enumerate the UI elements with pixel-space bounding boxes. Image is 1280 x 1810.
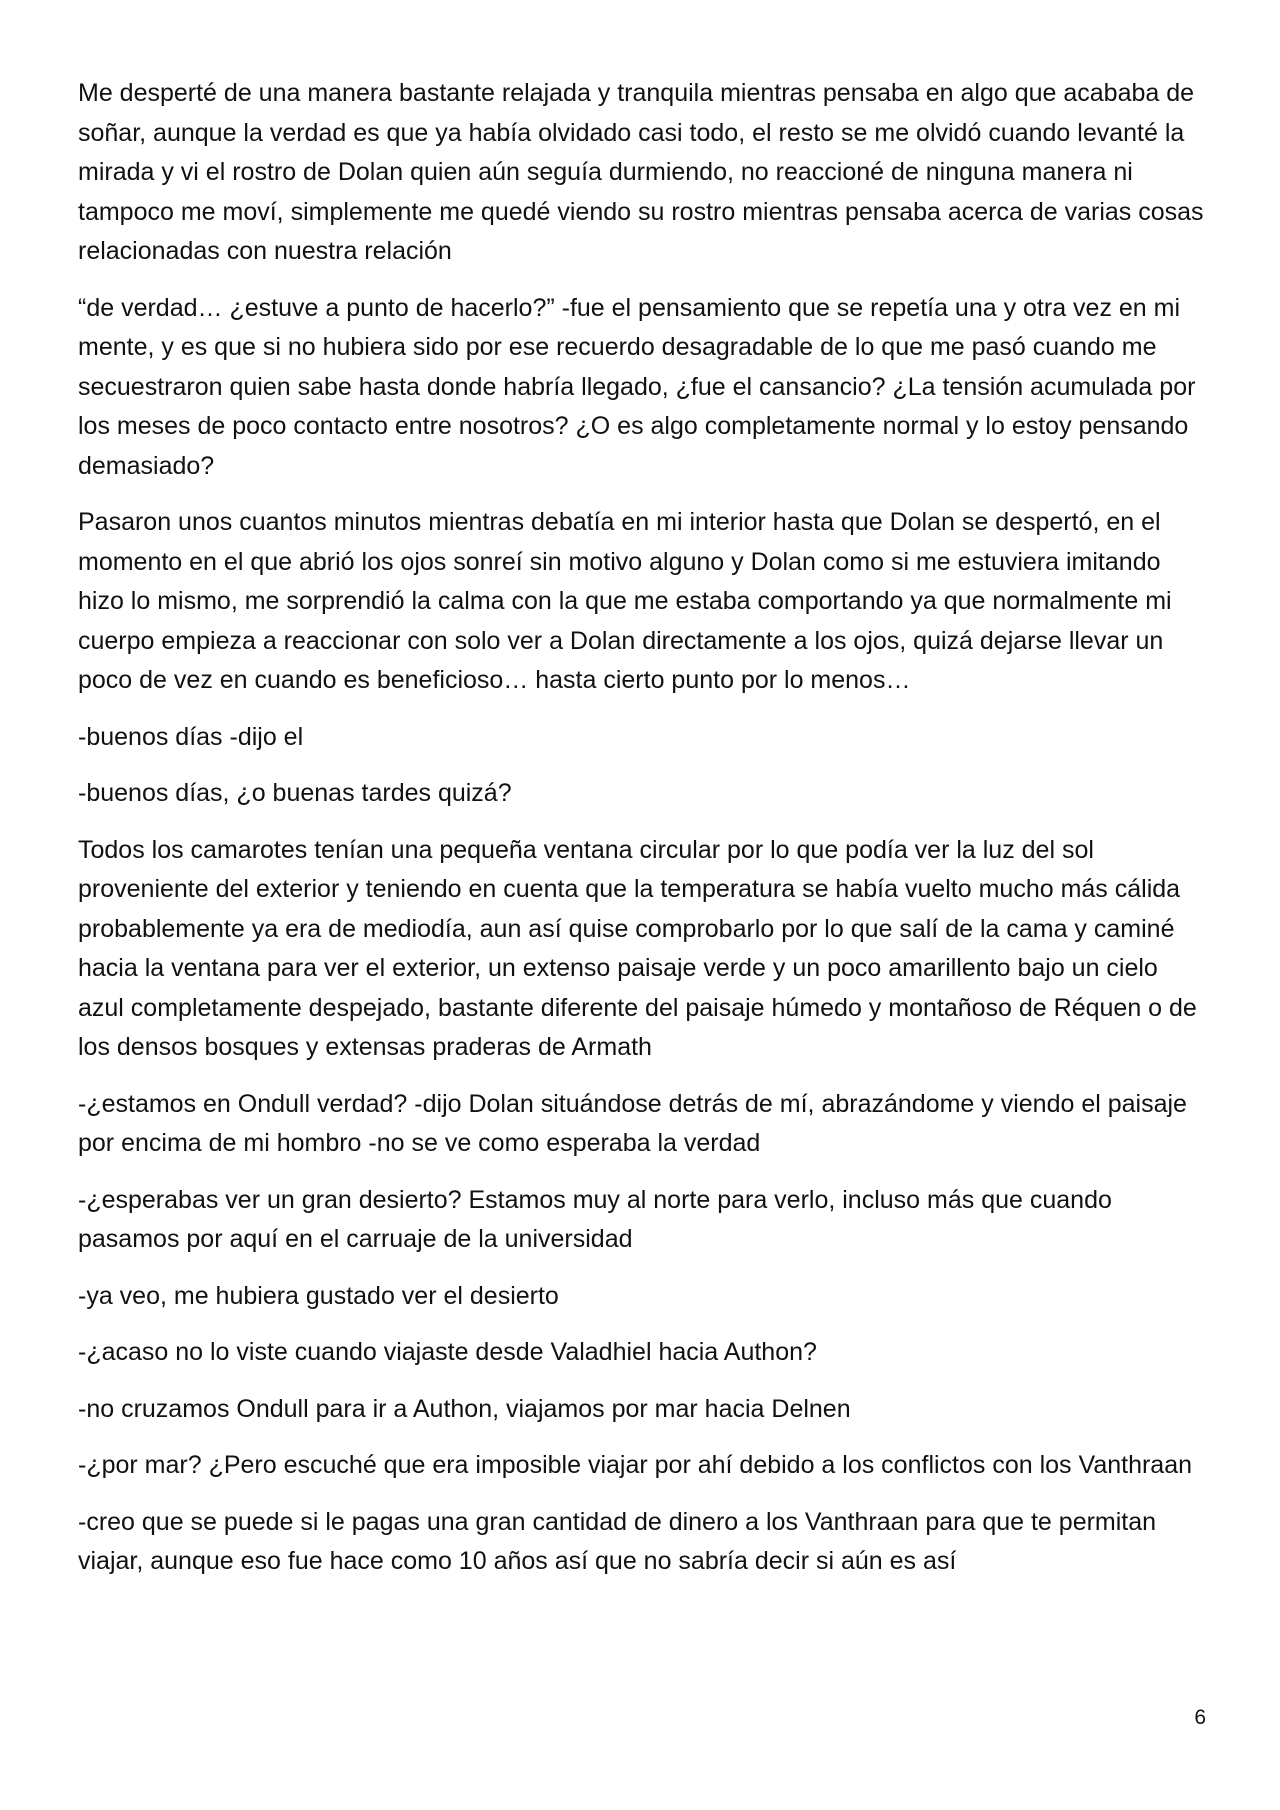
paragraph: -¿esperabas ver un gran desierto? Estamos muy al norte para verlo, incluso más que cuando pasamos por aquí en el carruaje de la universidad (78, 1185, 1112, 1253)
text-body (78, 74, 1208, 1599)
paragraph: -¿acaso no lo viste cuando viajaste desde Valadhiel hacia Authon? (78, 1338, 817, 1366)
paragraph: -¿estamos en Ondull verdad? -dijo Dolan situándose detrás de mí, abrazándome y viendo el paisaje por encima de mi hombro -no se ve como esperaba la verdad (78, 1089, 1187, 1157)
page-number: 6 (1194, 1706, 1206, 1729)
paragraph: -¿por mar? ¿Pero escuché que era imposible viajar por ahí debido a los conflictos con los Vanthraan (78, 1451, 1193, 1479)
paragraph: -creo que se puede si le pagas una gran cantidad de dinero a los Vanthraan para que te permitan viajar, aunque eso fue hace como 10 años así que no sabría decir si aún es así (78, 1507, 1157, 1575)
paragraph: -buenos días, ¿o buenas tardes quizá? (78, 779, 512, 807)
paragraph: -no cruzamos Ondull para ir a Authon, viajamos por mar hacia Delnen (78, 1394, 851, 1423)
paragraph: Me desperté de una manera bastante relajada y tranquila mientras pensaba en algo que acababa de soñar, aunque la verdad es que ya había olvidado casi todo, el resto se me olvidó cuando levanté la mirada y vi el rostro de Dolan quien aún seguía durmiendo, no reaccioné de ninguna manera ni tampoco me moví, simplemente me quedé viendo su rostro mientras pensaba acerca de varias cosas relacionadas con nuestra relación (78, 79, 1204, 265)
paragraph: -ya veo, me hubiera gustado ver el desierto (78, 1281, 559, 1310)
paragraph: Todos los camarotes tenían una pequeña ventana circular por lo que podía ver la luz del sol proveniente del exterior y teniendo en cuenta que la temperatura se había vuelto mucho más cálida probablemente ya era de mediodía, aun así quise comprobarlo por lo que salí de la cama y caminé hacia la ventana para ver el exterior, un extenso paisaje verde y un poco amarillento bajo un cielo azul completamente despejado, bastante diferente del paisaje húmedo y montañoso de Réquen o de los densos bosques y extensas praderas de Armath (78, 835, 1197, 1061)
paragraph: Pasaron unos cuantos minutos mientras debatía en mi interior hasta que Dolan se despertó, en el momento en el que abrió los ojos sonreí sin motivo alguno y Dolan como si me estuviera imitando hizo lo mismo, me sorprendió la calma con la que me estaba comportando ya que normalmente mi cuerpo empieza a reaccionar con solo ver a Dolan directamente a los ojos, quizá dejarse llevar un poco de vez en cuando es beneficioso… hasta cierto punto por lo menos… (78, 508, 1172, 694)
paragraph: “de verdad… ¿estuve a punto de hacerlo?” -fue el pensamiento que se repetía una y otra vez en mi mente, y es que si no hubiera sido por ese recuerdo desagradable de lo que me pasó cuando me secuestraron quien sabe hasta donde habría llegado, ¿fue el cansancio? ¿La tensión acumulada por los meses de poco contacto entre nosotros? ¿O es algo completamente normal y lo estoy pensando demasiado? (78, 293, 1196, 480)
paragraph: -buenos días -dijo el (78, 722, 304, 751)
